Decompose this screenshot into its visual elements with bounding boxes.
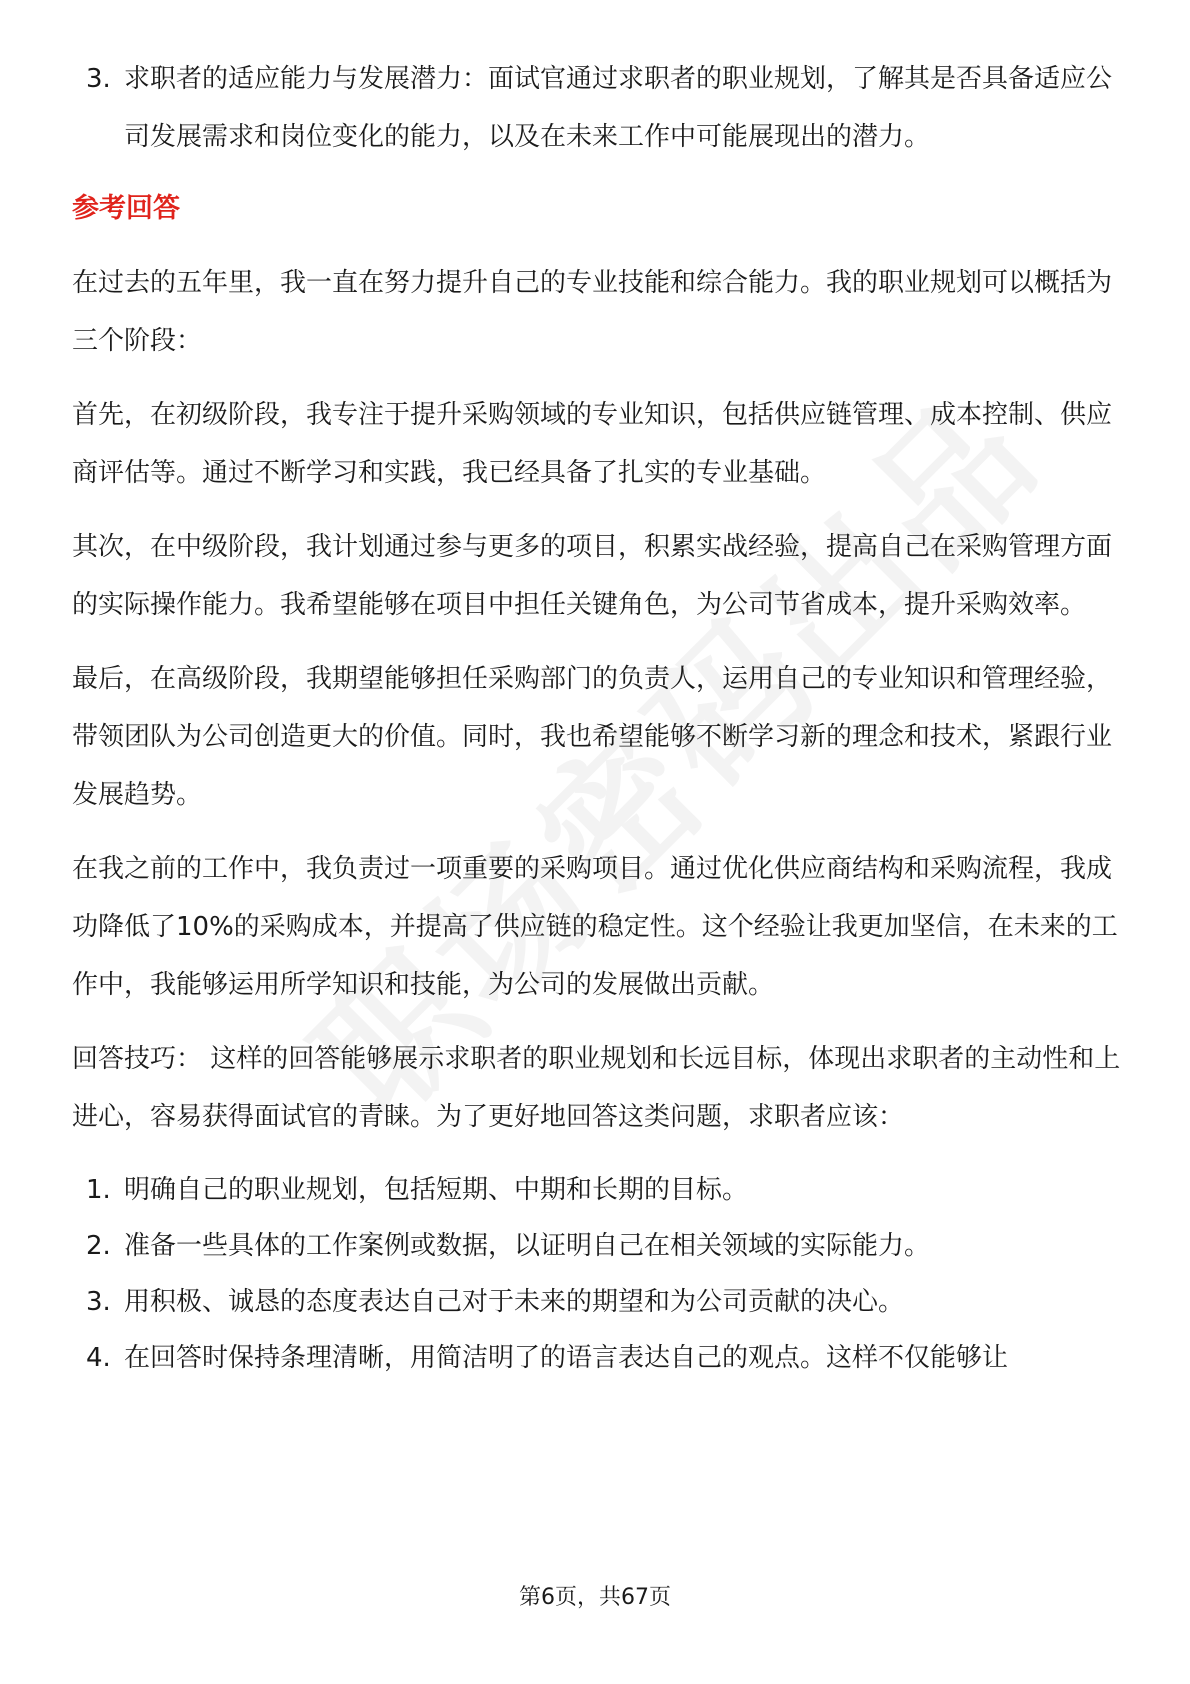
- paragraph: 最后，在高级阶段，我期望能够担任采购部门的负责人，运用自己的专业知识和管理经验，带领团队为公司创造更大的价值。同时，我也希望能够不断学习新的理念和技术，紧跟行业发展趋势。: [72, 664, 1113, 810]
- list-text: 明确自己的职业规划，包括短期、中期和长期的目标。: [124, 1175, 749, 1205]
- list-text: 在回答时保持条理清晰，用简洁明了的语言表达自己的观点。这样不仅能够让: [124, 1343, 1009, 1373]
- list-item: [72, 50, 1127, 166]
- paragraph: 在我之前的工作中，我负责过一项重要的采购项目。通过优化供应商结构和采购流程，我成功降低了10%的采购成本，并提高了供应链的稳定性。这个经验让我更加坚信，在未来的工作中，我能够运用所学知识和技能，为公司的发展做出贡献。: [72, 854, 1118, 1000]
- list-text: 准备一些具体的工作案例或数据，以证明自己在相关领域的实际能力。: [124, 1231, 931, 1261]
- document-body: [72, 50, 1127, 1386]
- list-number: 2.: [86, 1231, 111, 1261]
- paragraph: 在过去的五年里，我一直在努力提升自己的专业技能和综合能力。我的职业规划可以概括为三个阶段：: [72, 268, 1113, 356]
- list-number: 3.: [86, 64, 111, 94]
- list-number: 4.: [86, 1343, 111, 1373]
- list-number: 3.: [86, 1287, 111, 1317]
- page-footer: 第6页，共67页: [519, 1585, 671, 1610]
- tips-list: [72, 1162, 1127, 1386]
- section-heading: 参考回答: [72, 193, 180, 224]
- list-item: [72, 1330, 1127, 1386]
- list-item: [72, 1218, 1127, 1274]
- list-text: 用积极、诚恳的态度表达自己对于未来的期望和为公司贡献的决心。: [124, 1287, 905, 1317]
- paragraph: 回答技巧： 这样的回答能够展示求职者的职业规划和长远目标，体现出求职者的主动性和上进心，容易获得面试官的青睐。为了更好地回答这类问题，求职者应该：: [72, 1044, 1121, 1132]
- paragraph: 首先，在初级阶段，我专注于提升采购领域的专业知识，包括供应链管理、成本控制、供应商评估等。通过不断学习和实践，我已经具备了扎实的专业基础。: [72, 400, 1113, 488]
- list-number: 1.: [86, 1175, 111, 1205]
- paragraph: 其次，在中级阶段，我计划通过参与更多的项目，积累实战经验，提高自己在采购管理方面的实际操作能力。我希望能够在项目中担任关键角色，为公司节省成本，提升采购效率。: [72, 532, 1113, 620]
- list-text: 求职者的适应能力与发展潜力：面试官通过求职者的职业规划，了解其是否具备适应公司发展需求和岗位变化的能力，以及在未来工作中可能展现出的潜力。: [124, 64, 1113, 152]
- list-item: [72, 1162, 1127, 1218]
- list-item: [72, 1274, 1127, 1330]
